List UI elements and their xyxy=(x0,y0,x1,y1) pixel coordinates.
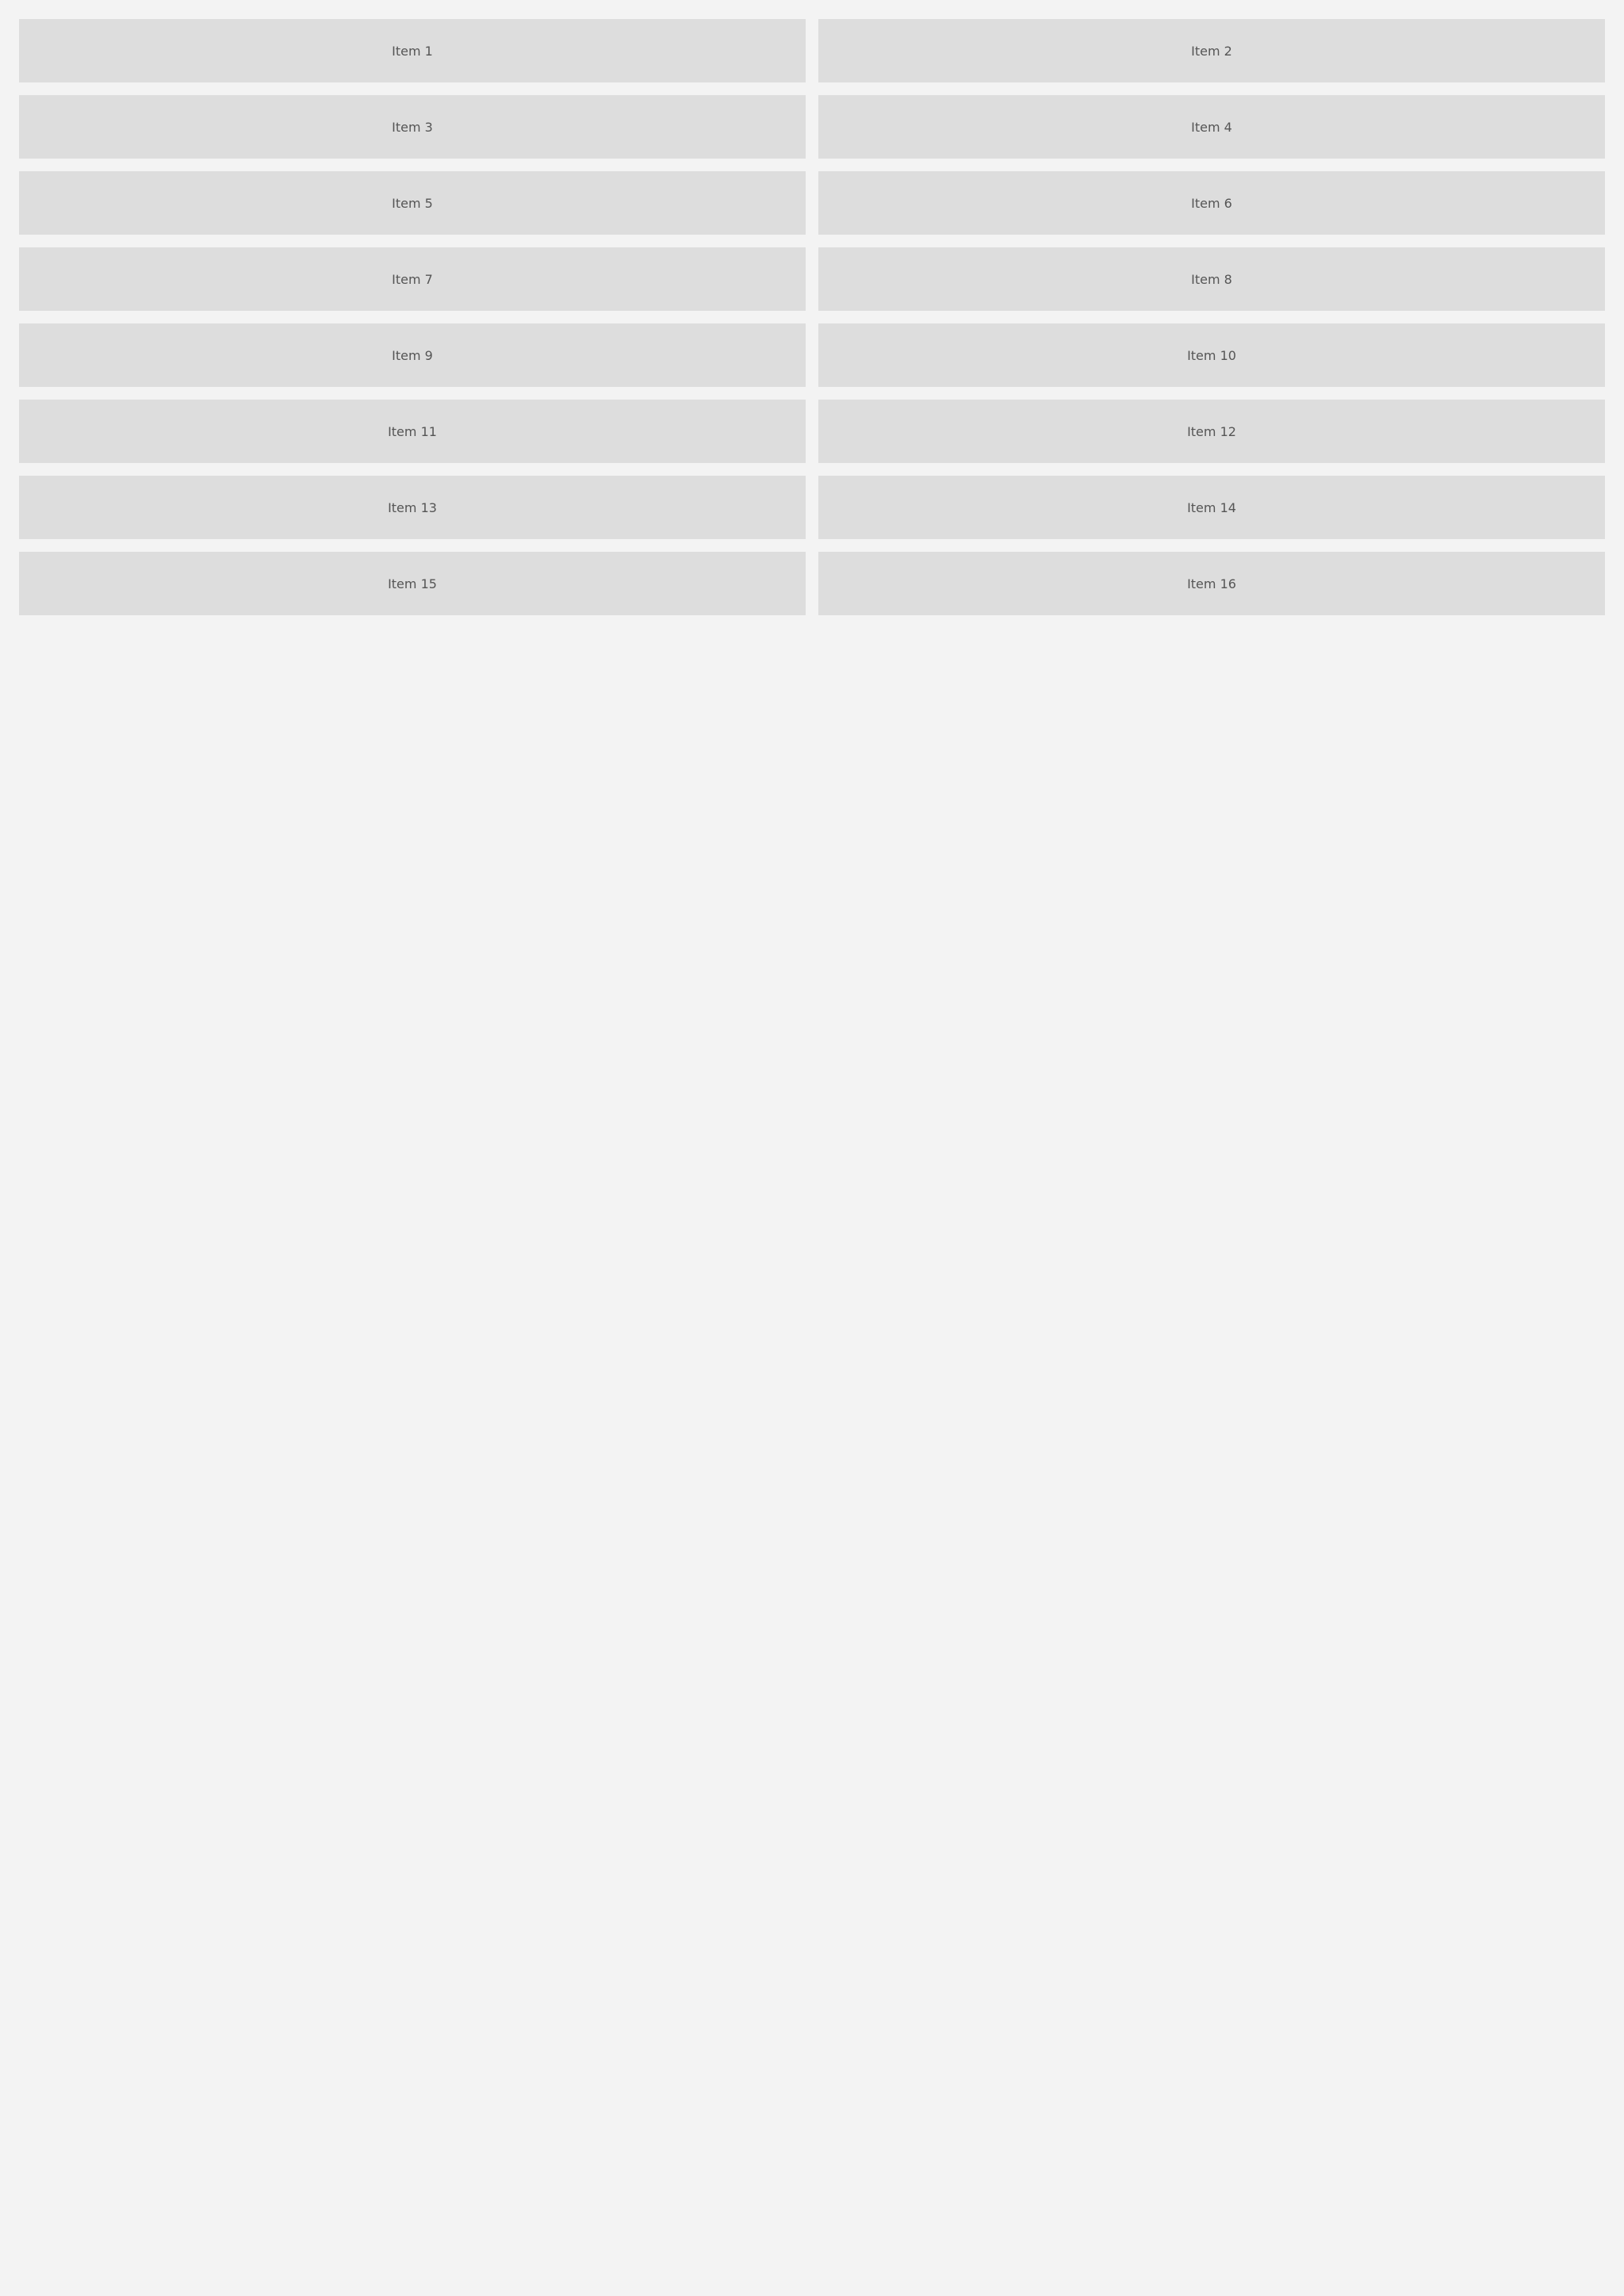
card: Item 8 xyxy=(818,247,1605,311)
card: Item 1 xyxy=(19,19,806,82)
card: Item 14 xyxy=(818,476,1605,539)
card: Item 4 xyxy=(818,95,1605,159)
card: Item 5 xyxy=(19,171,806,235)
card: Item 3 xyxy=(19,95,806,159)
card: Item 9 xyxy=(19,323,806,387)
card: Item 16 xyxy=(818,552,1605,615)
card: Item 6 xyxy=(818,171,1605,235)
card: Item 2 xyxy=(818,19,1605,82)
card: Item 15 xyxy=(19,552,806,615)
card: Item 12 xyxy=(818,400,1605,463)
grid xyxy=(0,0,1624,634)
card: Item 7 xyxy=(19,247,806,311)
card: Item 13 xyxy=(19,476,806,539)
card: Item 10 xyxy=(818,323,1605,387)
card: Item 11 xyxy=(19,400,806,463)
